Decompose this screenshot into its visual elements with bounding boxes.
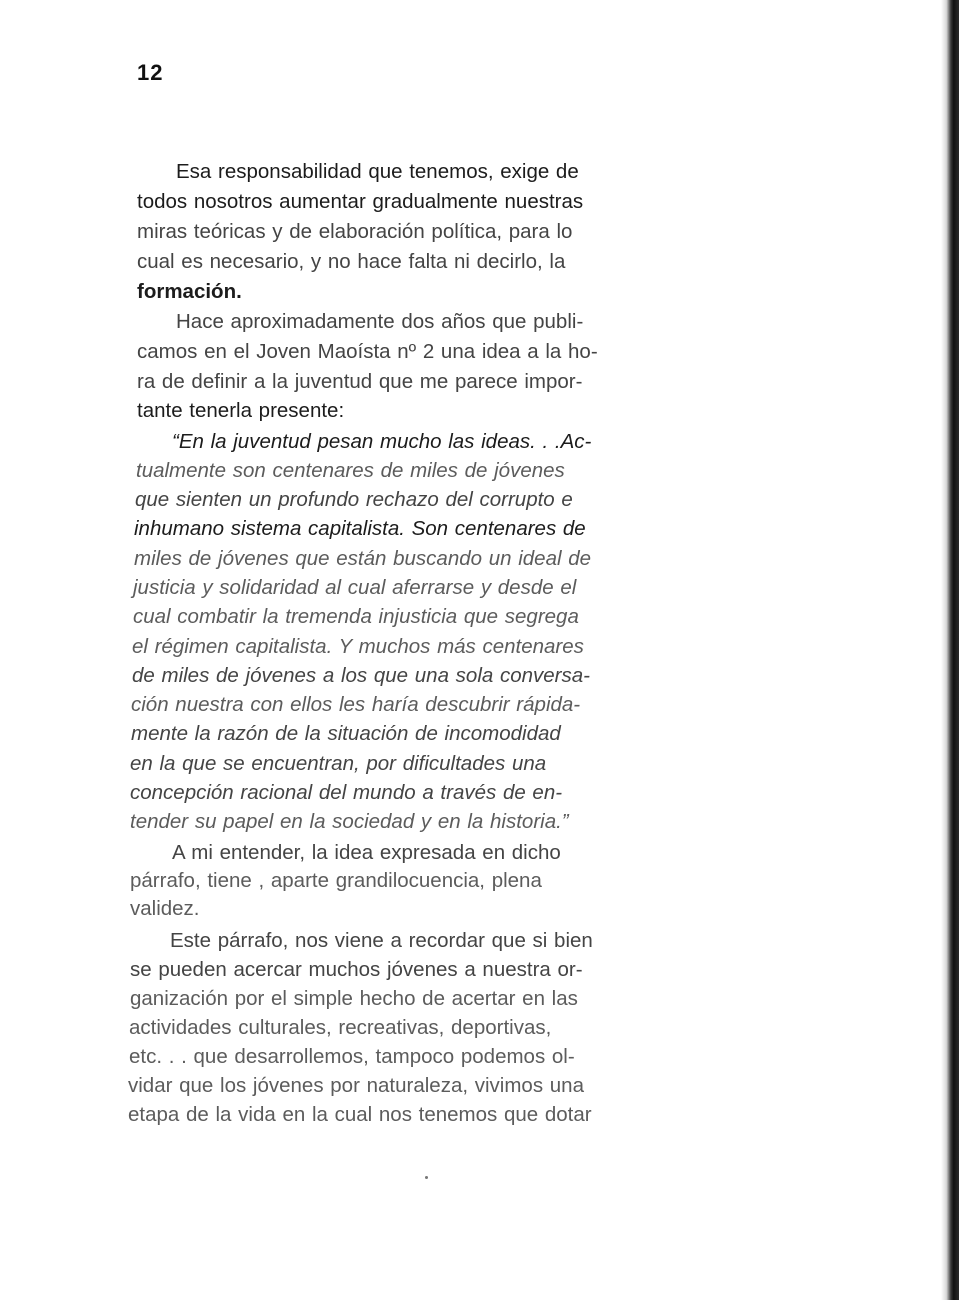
text-line-29: ganización por el simple hecho de acertar en las (130, 987, 578, 1010)
text-line-25: párrafo, tiene , aparte grandilocuencia, plena (130, 869, 542, 892)
quote-line-8: el régimen capitalista. Y muchos más centenares (132, 635, 584, 658)
quote-line-9: de miles de jóvenes a los que una sola conversa- (132, 664, 590, 687)
text-line-1: Esa responsabilidad que tenemos, exige de (176, 160, 579, 183)
quote-line-3: que sienten un profundo rechazo del corrupto e (135, 488, 573, 511)
text-line-8: ra de definir a la juventud que me parece impor- (137, 370, 583, 393)
quote-line-1: “En la juventud pesan mucho las ideas. . .Ac- (172, 430, 592, 453)
text-line-7: camos en el Joven Maoísta nº 2 una idea a la ho- (137, 340, 598, 363)
text-line-31: etc. . . que desarrollemos, tampoco podemos ol- (129, 1045, 575, 1068)
book-binding-shadow (941, 0, 959, 1300)
page-number: 12 (137, 60, 164, 85)
text-line-6: Hace aproximadamente dos años que publi- (176, 310, 584, 333)
quote-line-10: ción nuestra con ellos les haría descubrir rápida- (131, 693, 581, 716)
quote-line-5: miles de jóvenes que están buscando un ideal de (134, 547, 592, 570)
quote-line-2: tualmente son centenares de miles de jóvenes (136, 459, 565, 482)
text-line-30: actividades culturales, recreativas, deportivas, (129, 1016, 552, 1039)
text-line-2: todos nosotros aumentar gradualmente nuestras (137, 190, 584, 213)
quote-line-14: tender su papel en la sociedad y en la historia.” (130, 810, 569, 833)
text-line-3: miras teóricas y de elaboración política, para lo (137, 220, 573, 243)
text-line-5: formación. (137, 280, 242, 303)
quote-line-7: cual combatir la tremenda injusticia que segrega (133, 605, 579, 628)
text-line-27: Este párrafo, nos viene a recordar que si bien (170, 929, 593, 952)
text-line-4: cual es necesario, y no hace falta ni decirlo, la (137, 250, 566, 273)
text-line-26: validez. (130, 897, 200, 920)
quote-line-6: justicia y solidaridad al cual aferrarse y desde el (133, 576, 577, 599)
quote-line-12: en la que se encuentran, por dificultades una (130, 752, 547, 775)
text-line-24: A mi entender, la idea expresada en dicho (172, 841, 561, 864)
print-speck (425, 1176, 428, 1179)
quote-line-13: concepción racional del mundo a través de en- (130, 781, 563, 804)
text-line-9: tante tenerla presente: (137, 399, 345, 422)
text-line-28: se pueden acercar muchos jóvenes a nuestra or- (130, 958, 583, 981)
text-line-33: etapa de la vida en la cual nos tenemos que dotar (128, 1103, 592, 1126)
quote-line-4: inhumano sistema capitalista. Son centenares de (134, 517, 586, 540)
text-line-32: vidar que los jóvenes por naturaleza, vivimos una (128, 1074, 584, 1097)
quote-line-11: mente la razón de la situación de incomodidad (131, 722, 561, 745)
